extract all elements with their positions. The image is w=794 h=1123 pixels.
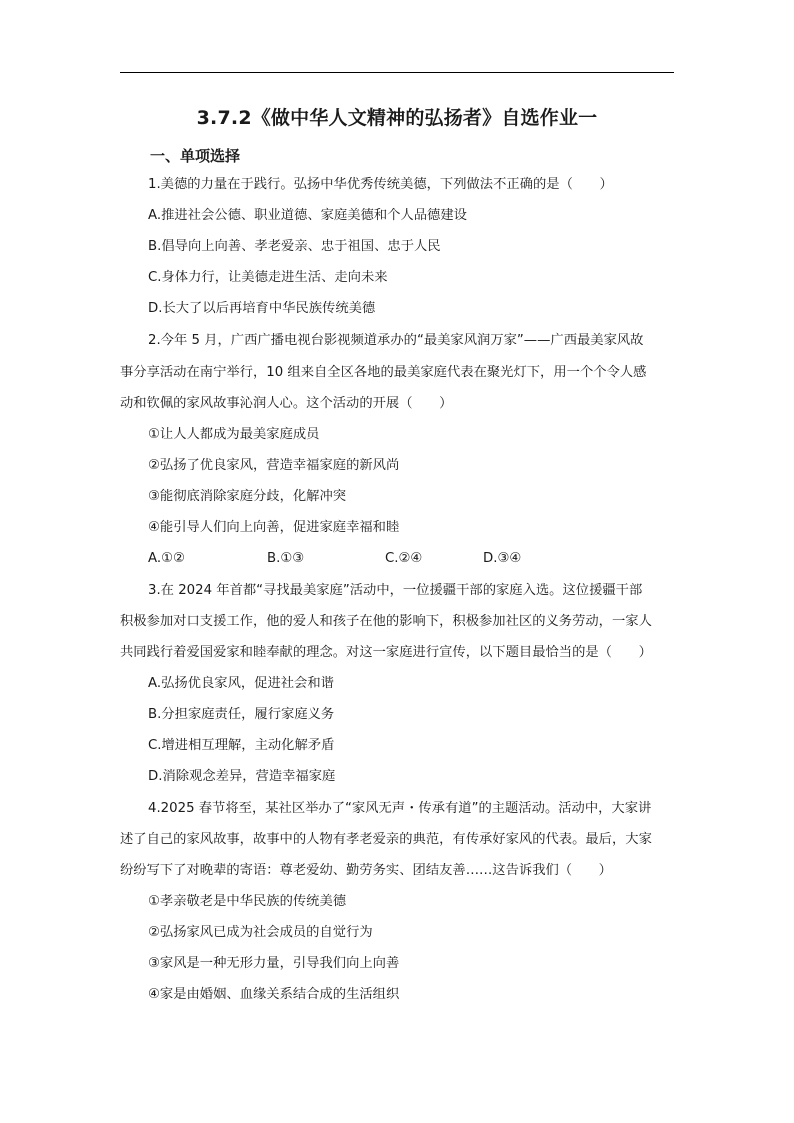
q3-option-d: D.消除观念差异，营造幸福家庭 <box>148 769 336 784</box>
section-heading: 一、单项选择 <box>150 147 241 165</box>
q4-statement-3: ③家风是一种无形力量，引导我们向上向善 <box>148 956 400 971</box>
q2-statement-4: ④能引导人们向上向善，促进家庭幸福和睦 <box>148 520 400 535</box>
q3-stem-line-2: 积极参加对口支援工作，他的爱人和孩子在他的影响下，积极参加社区的义务劳动，一家人 <box>120 614 652 629</box>
q1-option-b: B.倡导向上向善、孝老爱亲、忠于祖国、忠于人民 <box>148 239 441 254</box>
q2-statement-1: ①让人人都成为最美家庭成员 <box>148 427 320 442</box>
q1-option-c: C.身体力行，让美德走进生活、走向未来 <box>148 270 388 285</box>
q4-statement-4: ④家是由婚姻、血缘关系结合成的生活组织 <box>148 987 400 1002</box>
q1-option-d: D.长大了以后再培育中华民族传统美德 <box>148 301 376 316</box>
q3-stem-line-1: 3.在 2024 年首都“寻找最美家庭”活动中，一位援疆干部的家庭入选。这位援疆干部 <box>148 583 643 598</box>
q2-stem-line-2: 事分享活动在南宁举行，10 组来自全区各地的最美家庭代表在聚光灯下，用一个个令人感 <box>120 365 647 380</box>
q2-stem-line-1: 2.今年 5 月，广西广播电视台影视频道承办的“最美家风润万家”——广西最美家风故 <box>148 333 644 348</box>
q3-stem-line-3: 共同践行着爱国爱家和睦奉献的理念。对这一家庭进行宣传，以下题目最恰当的是（ ） <box>120 645 652 660</box>
q2-choice-b: B.①③ <box>267 551 305 566</box>
q1-stem: 1.美德的力量在于践行。弘扬中华优秀传统美德，下列做法不正确的是（ ） <box>148 177 613 192</box>
q4-stem-line-1: 4.2025 春节将至，某社区举办了“家风无声・传承有道”的主题活动。活动中，大家讲 <box>148 801 652 816</box>
page-title: 3.7.2《做中华人文精神的弘扬者》自选作业一 <box>196 107 598 129</box>
q4-stem-line-3: 纷纷写下了对晚辈的寄语：尊老爱幼、勤劳务实、团结友善……这告诉我们（ ） <box>120 863 612 878</box>
q2-statement-2: ②弘扬了优良家风，营造幸福家庭的新风尚 <box>148 458 400 473</box>
q3-option-c: C.增进相互理解，主动化解矛盾 <box>148 738 335 753</box>
q4-stem-line-2: 述了自己的家风故事，故事中的人物有孝老爱亲的典范，有传承好家风的代表。最后，大家 <box>120 832 652 847</box>
q2-stem-line-3: 动和钦佩的家风故事沁润人心。这个活动的开展（ ） <box>120 396 453 411</box>
q4-statement-1: ①孝亲敬老是中华民族的传统美德 <box>148 894 347 909</box>
q3-option-b: B.分担家庭责任，履行家庭义务 <box>148 707 335 722</box>
q2-choice-a: A.①② <box>148 551 185 566</box>
q4-statement-2: ②弘扬家风已成为社会成员的自觉行为 <box>148 925 373 940</box>
q2-choice-d: D.③④ <box>483 551 522 566</box>
q2-choice-c: C.②④ <box>385 551 423 566</box>
q2-statement-3: ③能彻底消除家庭分歧，化解冲突 <box>148 489 347 504</box>
header-rule <box>120 72 674 73</box>
q1-option-a: A.推进社会公德、职业道德、家庭美德和个人品德建设 <box>148 208 467 223</box>
q3-option-a: A.弘扬优良家风，促进社会和谐 <box>148 676 334 691</box>
